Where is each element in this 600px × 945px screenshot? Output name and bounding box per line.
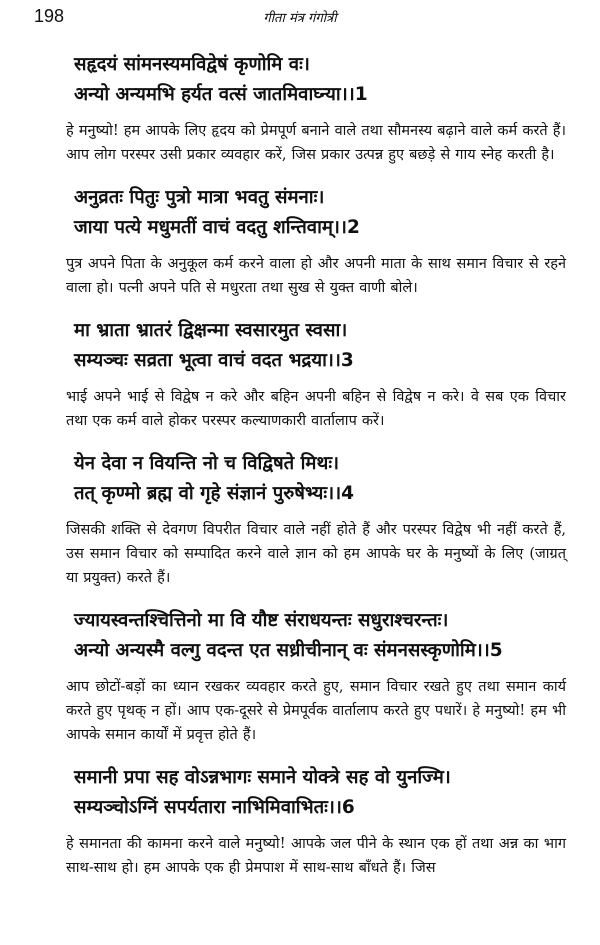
sanskrit-verse xyxy=(74,449,566,509)
verse-line: अन्यो अन्यस्मै वल्गु वदन्त एत सध्रीचीनान् वः संमनसस्कृणोमि।।5 xyxy=(74,640,503,661)
page-header xyxy=(0,6,600,34)
verse-line: तत् कृण्मो ब्रह्म वो गृहे संज्ञानं पुरुषेभ्यः।।4 xyxy=(74,483,355,504)
sanskrit-verse xyxy=(74,316,566,376)
running-title: गीता मंत्र गंगोत्री xyxy=(263,11,337,26)
verse-section-6 xyxy=(66,763,566,880)
hindi-translation: आप छोटों-बड़ों का ध्यान रखकर व्यवहार करते हुए, समान विचार रखते हुए तथा समान कार्य करते हुए पृथक् न हों। आप एक-दूसरे से प्रेमपूर्वक वार्तालाप करते हुए पधारें। हे मनुष्यो! हम भी आपके समान कार्यों में प्रवृत्त होते हैं। xyxy=(66,679,566,743)
verse-line: येन देवा न वियन्ति नो च विद्विषते मिथः। xyxy=(74,453,340,474)
page-number: 198 xyxy=(34,6,65,26)
verse-section-5 xyxy=(66,606,566,747)
verse-section-1 xyxy=(66,50,566,167)
sanskrit-verse xyxy=(74,183,566,243)
verse-line: सहृदयं सांमनस्यमविद्वेषं कृणोमि वः। xyxy=(74,54,310,75)
verse-section-4 xyxy=(66,449,566,590)
verse-line: सम्यञ्चः सव्रता भूत्वा वाचं वदत भद्रया।।3 xyxy=(74,350,354,371)
verse-section-3 xyxy=(66,316,566,433)
verse-line: जाया पत्ये मधुमतीं वाचं वदतु शन्तिवाम्।।2 xyxy=(74,217,360,238)
verse-section-2 xyxy=(66,183,566,300)
hindi-translation: हे मनुष्यो! हम आपके लिए हृदय को प्रेमपूर्ण बनाने वाले तथा सौमनस्य बढ़ाने वाले कर्म करते हैं। आप लोग परस्पर उसी प्रकार व्यवहार करें, जिस प्रकार उत्पन्न हुए बछड़े से गाय स्नेह करती है। xyxy=(66,123,566,163)
sanskrit-verse xyxy=(74,763,566,823)
hindi-translation: भाई अपने भाई से विद्वेष न करे और बहिन अपनी बहिन से विद्वेष न करे। वे सब एक विचार तथा एक कर्म वाले होकर परस्पर कल्याणकारी वार्तालाप करें। xyxy=(66,389,566,429)
hindi-translation: जिसकी शक्ति से देवगण विपरीत विचार वाले नहीं होते हैं और परस्पर विद्वेष भी नहीं करते हैं, उस समान विचार को सम्पादित करने वाले ज्ञान को हम आपके घर के मनुष्यों के लिए (जाग्रत् या प्रयुक्त) करते हैं। xyxy=(66,522,566,586)
sanskrit-verse xyxy=(74,50,566,110)
page-body xyxy=(66,50,566,880)
verse-line: समानी प्रपा सह वोऽन्नभागः समाने योक्त्रे सह वो युनज्मि। xyxy=(74,767,451,788)
verse-line: अनुव्रतः पितुः पुत्रो मात्रा भवतु संमनाः। xyxy=(74,187,325,208)
sanskrit-verse xyxy=(74,606,566,666)
hindi-translation: पुत्र अपने पिता के अनुकूल कर्म करने वाला हो और अपनी माता के साथ समान विचार से रहने वाला हो। पत्नी अपने पति से मधुरता तथा सुख से युक्त वाणी बोले। xyxy=(66,256,566,296)
verse-line: ज्यायस्वन्तश्चित्तिनो मा वि यौष्ट संराधयन्तः सधुराश्चरन्तः। xyxy=(74,610,449,631)
hindi-translation: हे समानता की कामना करने वाले मनुष्यो! आपके जल पीने के स्थान एक हों तथा अन्न का भाग साथ-साथ हो। हम आपके एक ही प्रेमपाश में साथ-साथ बाँधते हैं। जिस xyxy=(66,836,566,876)
verse-line: सम्यञ्चोऽग्निं सपर्यतारा नाभिमिवाभितः।।6 xyxy=(74,797,355,818)
verse-line: अन्यो अन्यमभि हर्यत वत्सं जातमिवाघ्न्या।।1 xyxy=(74,84,368,105)
verse-line: मा भ्राता भ्रातरं द्विक्षन्मा स्वसारमुत स्वसा। xyxy=(74,320,348,341)
